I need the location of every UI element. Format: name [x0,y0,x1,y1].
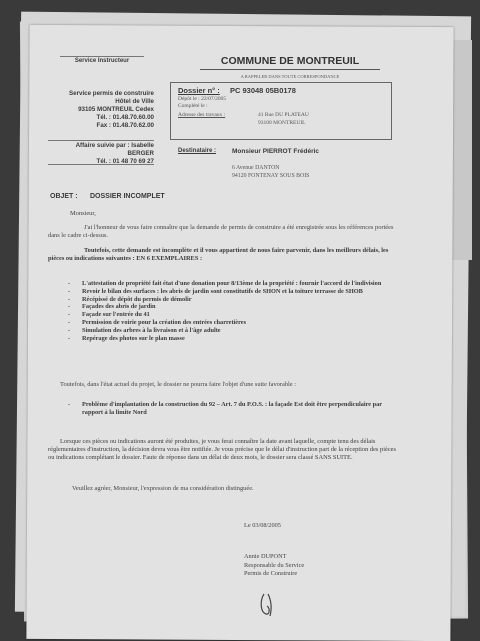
list-item: - L'attestation de propriété fait état d'une donation pour 8/13ème de la propriété : fournir l'accord de l'indivision [68,280,402,288]
service-line: Tél. : 01.48.70.60.00 [96,114,154,121]
divider [48,140,154,141]
paragraph: Toutefois, cette demande est incomplète et il vous appartient de nous faire parvenir, dans les meilleurs délais, les pièces ou indications suivantes : EN 6 EXEMPLAIRES : [48,247,389,263]
recipient-label: Destinataire : [178,148,217,154]
affaire-line: Tél. : 01 48 70 69 27 [96,158,154,165]
service-address [48,90,154,130]
address-label: Adresse des travaux : [178,112,226,118]
affaire-line: BERGER [127,150,154,157]
dossier-label: Dossier n° : [178,86,220,95]
recipient-address-line: 6 Avenue DANTON [232,165,280,171]
service-line: 93105 MONTREUIL Cedex [78,106,154,113]
list-item: - Façades des abris de jardin [68,303,402,311]
complete-date: Complété le : [178,103,208,109]
paragraph: J'ai l'honneur de vous faire connaître que la demande de permis de construire a été enregistrée sous les références portées dans le cadre ci-dessus. [48,224,394,240]
list-item: - Simulation des arbres à la livraison et à l'âge adulte [68,327,402,335]
salutation: Monsieur, [70,210,96,217]
depot-date: Dépôt le : 22/07/2005 [178,96,227,102]
address-line: 93100 MONTREUIL [258,120,306,126]
affaire-block [48,142,154,166]
affaire-line: Affaire suivie par : Isabelle [75,142,154,149]
signatory-role: Permis de Construire [244,570,298,577]
list-item: - Façade sur l'entrée du 41 [68,311,402,319]
letter-date: Le 03/08/2005 [244,522,281,529]
dossier-number: PC 93048 05B0178 [230,86,296,95]
list-item: - Revoir le bilan des surfaces : les abris de jardin sont constitutifs de SHON et la toiture terrasse de SHOB [68,288,402,296]
list-item: - Récépissé de dépôt du permis de démolir [68,296,402,304]
divider [48,164,154,165]
service-title: Service Instructeur [60,56,144,64]
service-line: Fax : 01.48.70.62.00 [96,122,154,129]
subject-value: DOSSIER INCOMPLET [90,193,165,200]
service-line: Hôtel de Ville [115,98,154,105]
signatory [244,553,304,579]
list-item: - Problème d'implantation de la construction du 92 – Art. 7 du P.O.S. : la façade Est doit être perpendiculaire par rapport à la limite Nord [68,401,402,417]
paragraph: Toutefois, dans l'état actuel du projet, le dossier ne pourra faire l'objet d'une suite favorable : [60,381,297,388]
subject-label: OBJET : [50,193,78,200]
recipient-address [232,164,309,180]
address-line: 41 Rue DU PLATEAU [258,112,309,118]
commune-title: COMMUNE DE MONTREUIL [200,55,380,70]
required-items-list [68,280,402,342]
paragraph: Veuillez agréer, Monsieur, l'expression de ma considération distinguée. [72,485,254,492]
problem-list [68,401,402,417]
signatory-role: Responsable du Service [244,561,305,569]
signature-mark [258,590,278,618]
list-item: - Repérage des photos sur le plan masse [68,335,402,343]
service-line: Service permis de construire [69,90,154,97]
paragraph: Lorsque ces pièces ou indications auront été produites, je vous ferai connaître la date avant laquelle, compte tenu des délais réglementaires d'instruction, la décision devra vous être notifiée. Je vous précise que le délai d'instruction part de la réception des pièces ou indications complétant le dossier. Faute de réponse dans un délai de deux mois, le dossier sera classé SANS SUITE. [48,438,396,462]
recipient-name: Monsieur PIERROT Frédéric [232,148,320,155]
reference-note: A RAPPELER DANS TOUTE CORRESPONDANCE [240,74,340,79]
list-item: - Permission de voirie pour la création des entrées charretières [68,319,402,327]
signatory-name: Annie DUPONT [244,553,287,560]
recipient-address-line: 94120 FONTENAY SOUS BOIS [232,173,310,179]
